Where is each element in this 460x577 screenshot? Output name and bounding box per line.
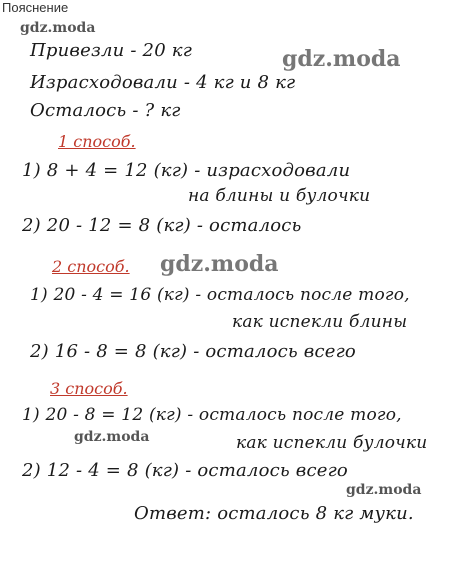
method2-step2: 2) 16 - 8 = 8 (кг) - осталось всего: [30, 341, 356, 362]
method2-step1-line2: как испекли блины: [232, 312, 408, 332]
method3-step2: 2) 12 - 4 = 8 (кг) - осталось всего: [22, 460, 348, 481]
given-brought: Привезли - 20 кг: [30, 40, 193, 61]
method2-title: 2 способ.: [52, 257, 130, 276]
method3-title: 3 способ.: [50, 379, 128, 398]
method1-step1-line1: 1) 8 + 4 = 12 (кг) - израсходовали: [22, 160, 351, 181]
answer-line: Ответ: осталось 8 кг муки.: [134, 503, 414, 524]
watermark-top-center: gdz.moda: [282, 46, 401, 72]
method3-step1-line1: 1) 20 - 8 = 12 (кг) - осталось после того,: [22, 405, 402, 425]
watermark-bottom-right: gdz.moda: [346, 482, 422, 498]
given-left: Осталось - ? кг: [30, 100, 181, 121]
watermark-lower-left: gdz.moda: [74, 429, 150, 445]
explanation-header: Пояснение: [2, 0, 69, 15]
method2-step1-line1: 1) 20 - 4 = 16 (кг) - осталось после того,: [30, 285, 410, 305]
method1-step2: 2) 20 - 12 = 8 (кг) - осталось: [22, 215, 302, 236]
method1-step1-line2: на блины и булочки: [188, 186, 371, 206]
watermark-top-left: gdz.moda: [20, 20, 96, 36]
given-spent: Израсходовали - 4 кг и 8 кг: [30, 72, 296, 93]
method1-title: 1 способ.: [58, 132, 136, 151]
watermark-middle: gdz.moda: [160, 251, 279, 277]
method3-step1-line2: как испекли булочки: [236, 433, 428, 453]
